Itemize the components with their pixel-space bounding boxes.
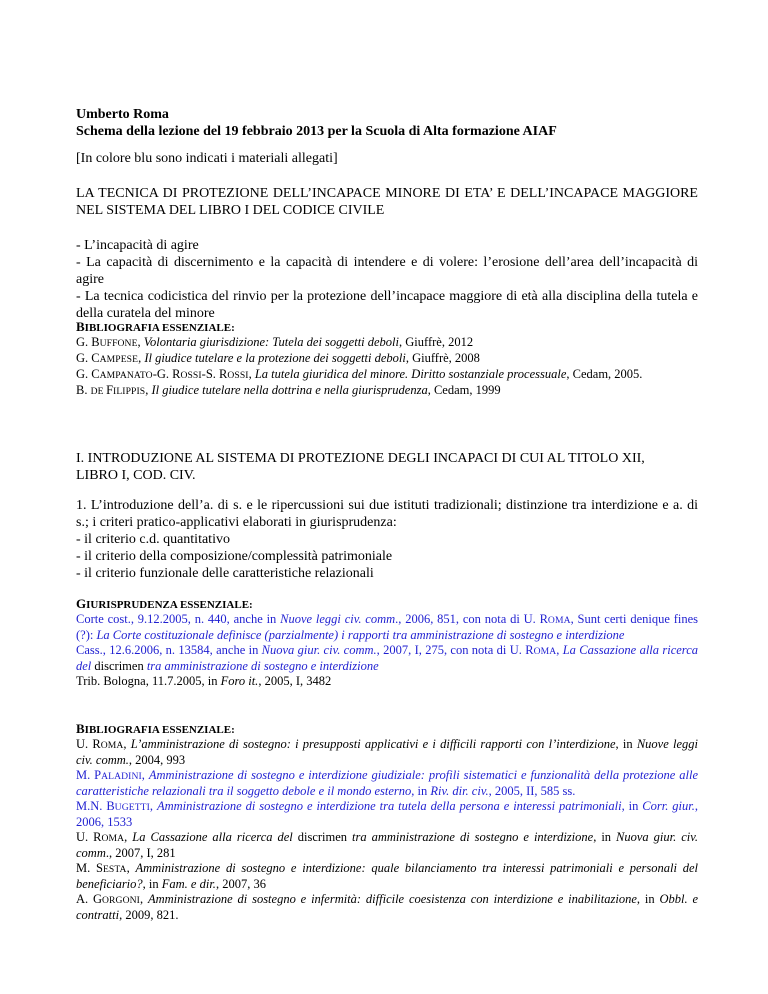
list-item: - il criterio della composizione/complessità patrimoniale [76,549,393,564]
bib-entry-link[interactable]: M. PALADINI, Amministrazione di sostegno e interdizione giudiziale: profili sistematici e funzionalità della protezione alle caratteristiche relazionali tra il soggetto debole e il mondo esterno, in Riv. dir. civ., 2005, II, 585 ss. [76,768,699,798]
bib-entry: G. CAMPESE, Il giudice tutelare e la protezione dei soggetti deboli, Giuffrè, 2008 [76,351,480,365]
bibliography-essential-1 [76,320,698,399]
bib-entry: A. GORGONI, Amministrazione di sostegno e infermità: difficile coesistenza con interdizione e inabilitazione, in Obbl. e contratti, 2009, 821. [76,892,698,922]
bib-entry: G. CAMPANATO-G. ROSSI-S. ROSSI, La tutela giuridica del minore. Diritto sostanziale processuale, Cedam, 2005. [76,367,643,381]
section-heading: BIBLIOGRAFIA ESSENZIALE: [76,721,235,736]
case-entry-link[interactable]: Corte cost., 9.12.2005, n. 440, anche in Nuove leggi civ. comm., 2006, 851, con nota di U. ROMA, Sunt certi denique fines (?): La Corte costituzionale definisce (parzialmente) i rapporti tra amministrazione di sostegno e interdizione [76,612,699,642]
case-law-essential [76,597,698,689]
paragraph: 1. L’introduzione dell’a. di s. e le ripercussioni sui due istituti tradizionali; distinzione tra interdizione e a. di s.; i criteri pratico-applicativi elaborati in giurisprudenza: [76,498,698,530]
header [76,106,698,140]
section-1-body [76,497,698,582]
list-item: - La capacità di discernimento e la capacità di intendere e di volere: l’erosione dell’area dell’incapacità di agire [76,255,698,287]
bib-entry: U. ROMA, La Cassazione alla ricerca del discrimen tra amministrazione di sostegno e interdizione, in Nuova giur. civ. comm., 2007, I, 281 [76,830,698,860]
intro-points [76,237,698,322]
bib-entry: U. ROMA, L’amministrazione di sostegno: i presupposti applicativi e i difficili rapporti con l’interdizione, in Nuove leggi civ. comm., 2004, 993 [76,737,699,767]
list-item: - La tecnica codicistica del rinvio per la protezione dell’incapace maggiore di età alla disciplina della tutela e della curatela del minore [76,289,698,321]
bib-entry: G. BUFFONE, Volontaria giurisdizione: Tutela dei soggetti deboli, Giuffrè, 2012 [76,335,474,349]
list-item: - L’incapacità di agire [76,238,199,253]
lesson-subtitle: Schema della lezione del 19 febbraio 2013 per la Scuola di Alta formazione AIAF [76,124,557,139]
case-entry: Trib. Bologna, 11.7.2005, in Foro it., 2005, I, 3482 [76,674,332,688]
list-item: - il criterio funzionale delle caratteristiche relazionali [76,566,374,581]
author-name: Umberto Roma [76,107,169,122]
case-entry-link[interactable]: Cass., 12.6.2006, n. 13584, anche in Nuova giur. civ. comm., 2007, I, 275, con nota di U. ROMA, La Cassazione alla ricerca del discrimen tra amministrazione di sostegno e interdizione [76,643,698,673]
section-heading: BIBLIOGRAFIA ESSENZIALE: [76,319,235,334]
main-title: LA TECNICA DI PROTEZIONE DELL’INCAPACE MINORE DI ETA’ E DELL’INCAPACE MAGGIORE NEL SISTEMA DEL LIBRO I DEL CODICE CIVILE [76,186,698,218]
bibliography-essential-2 [76,722,698,923]
bib-entry-link[interactable]: M.N. BUGETTI, Amministrazione di sostegno e interdizione tra tutela della persona e interessi patrimoniali, in Corr. giur., 2006, 1533 [76,799,698,829]
section-title: I. INTRODUZIONE AL SISTEMA DI PROTEZIONE DEGLI INCAPACI DI CUI AL TITOLO XII, LIBRO I, COD. CIV. [76,451,645,483]
color-note: [In colore blu sono indicati i materiali allegati] [76,151,338,166]
list-item: - il criterio c.d. quantitativo [76,532,230,547]
section-heading: GIURISPRUDENZA ESSENZIALE: [76,596,253,611]
bib-entry: M. SESTA, Amministrazione di sostegno e interdizione: quale bilanciamento tra interessi patrimoniali e personali del beneficiario?, in Fam. e dir., 2007, 36 [76,861,698,891]
bib-entry: B. DE FILIPPIS, Il giudice tutelare nella dottrina e nella giurisprudenza, Cedam, 1999 [76,383,501,397]
